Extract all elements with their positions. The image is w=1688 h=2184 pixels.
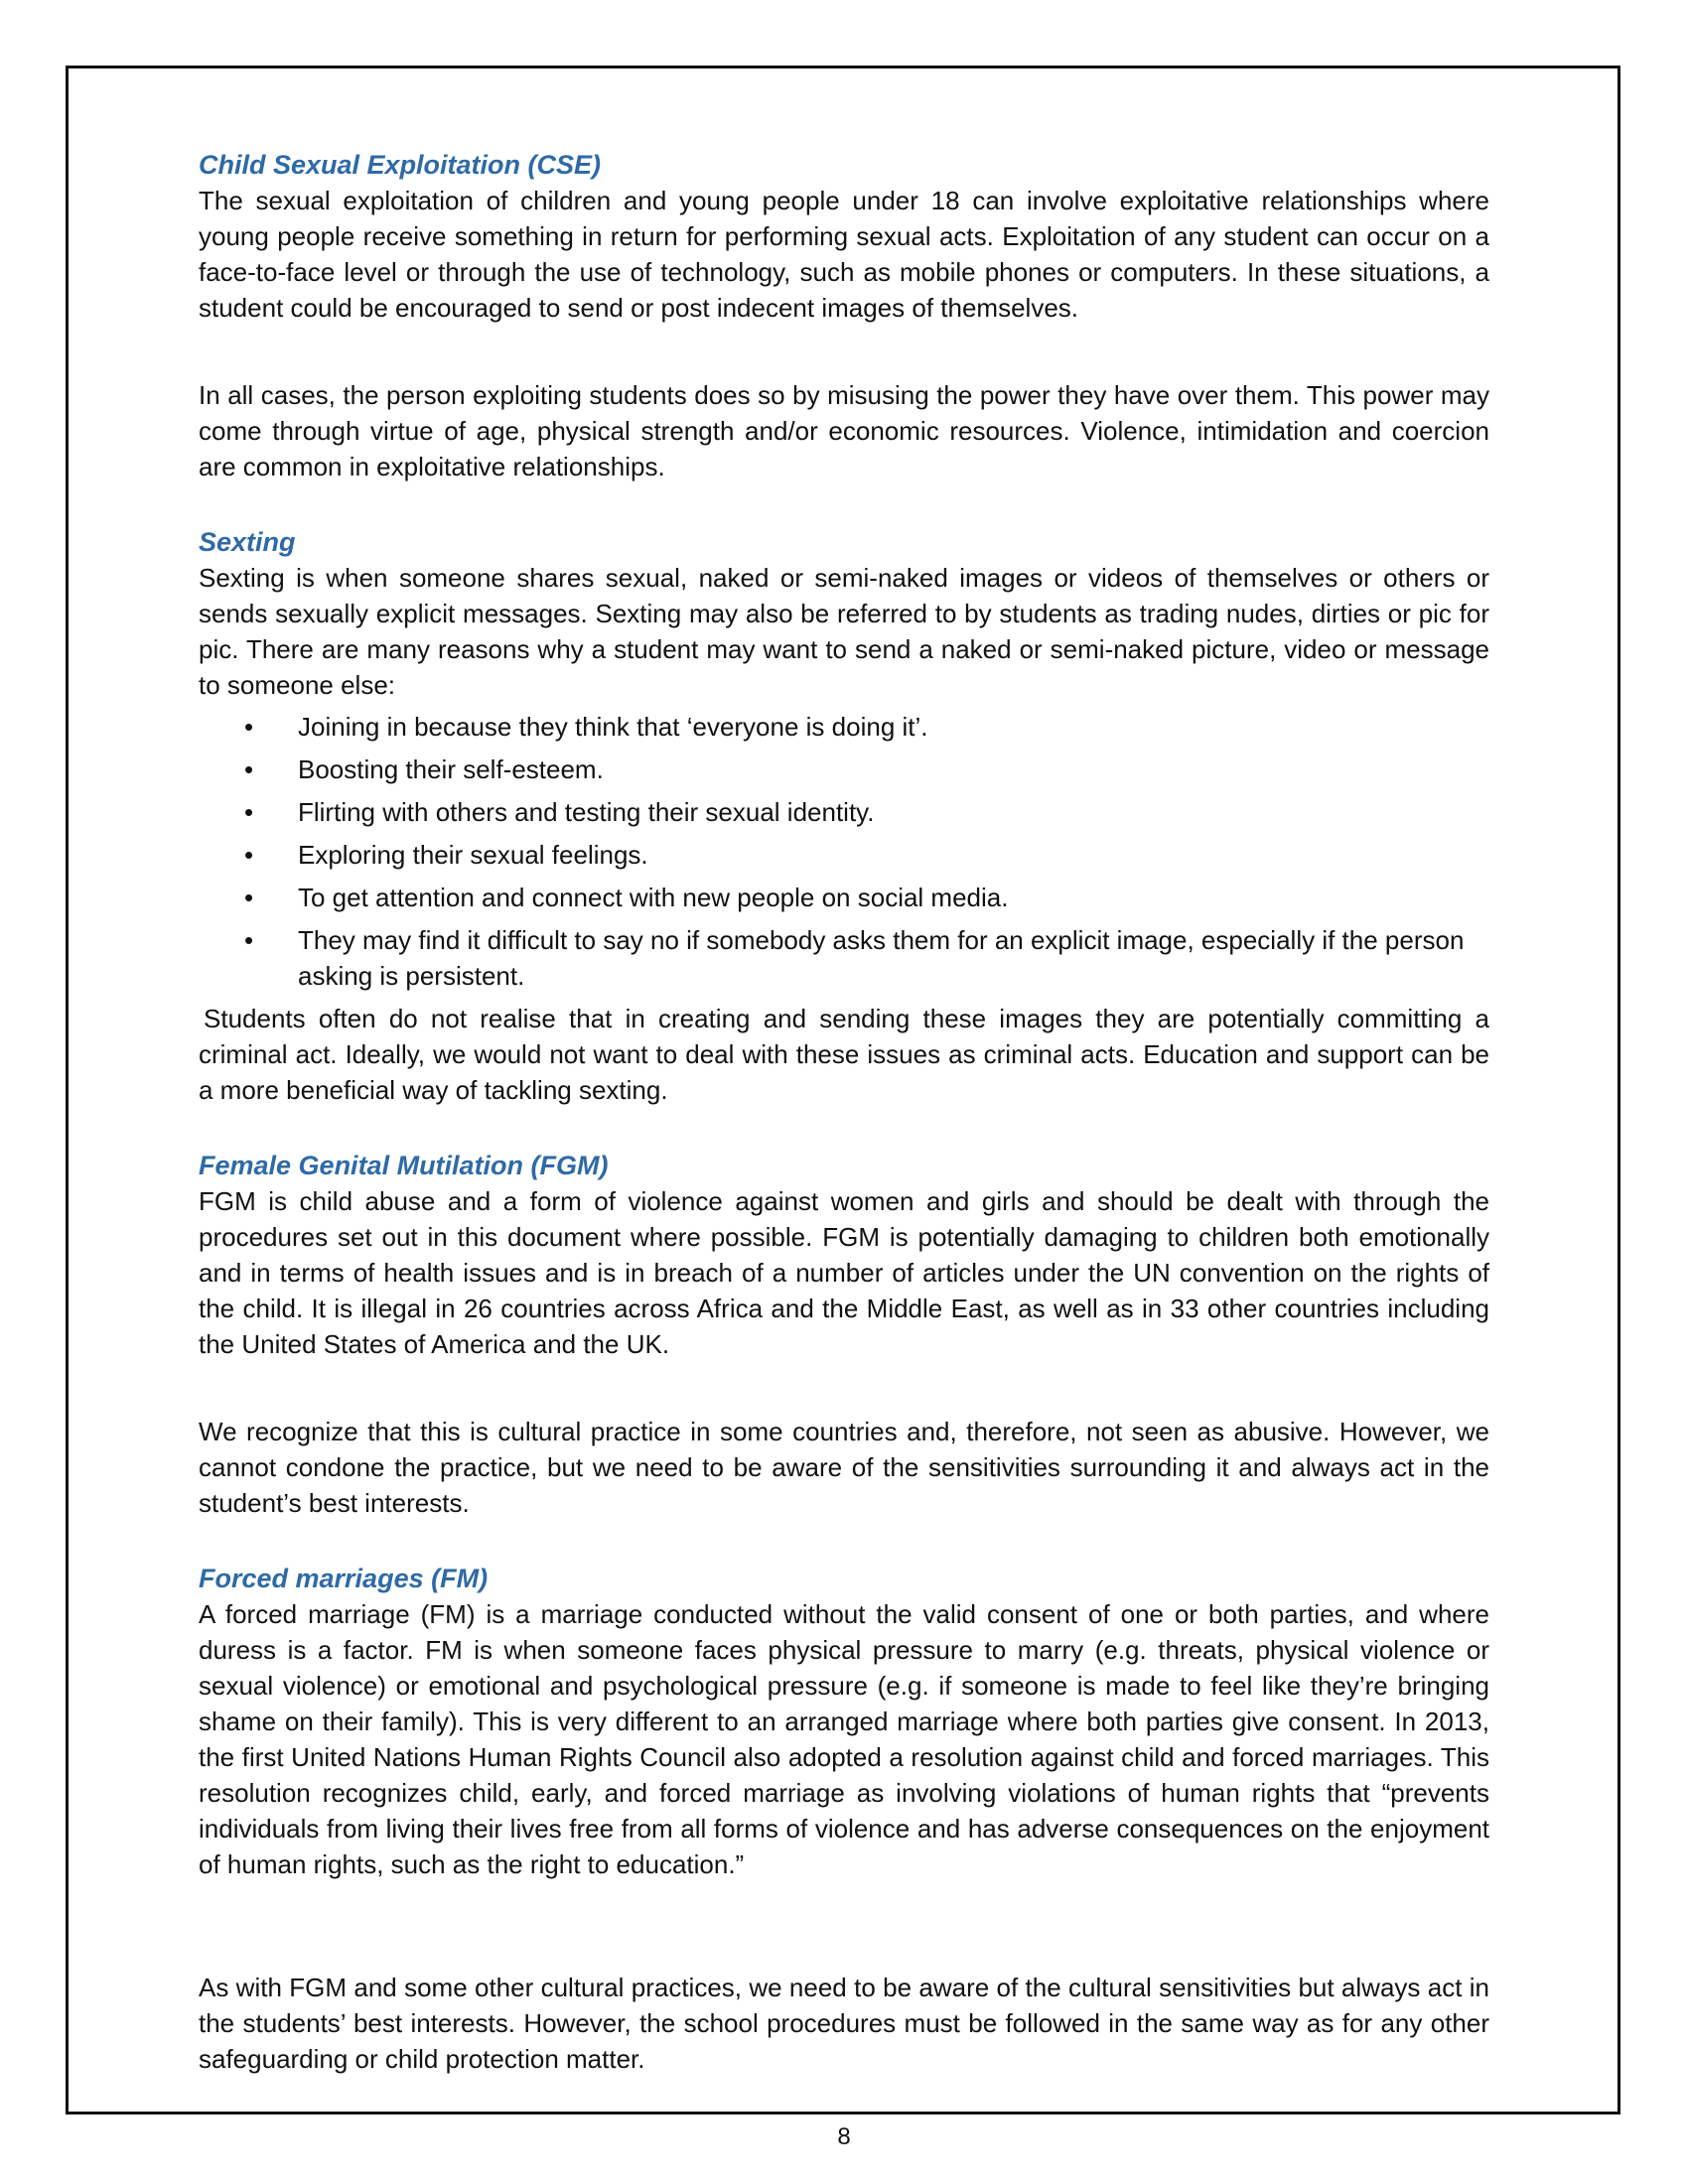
page-number: 8 bbox=[837, 2123, 851, 2150]
list-item: • Flirting with others and testing their sexual identity. bbox=[199, 794, 1489, 830]
paragraph: A forced marriage (FM) is a marriage conducted without the valid consent of one or both parties, and where duress is a factor. FM is when someone faces physical pressure to marry (e.g. threats, physical violence or sexual violence) or emotional and psychological pressure (e.g. if someone is made to feel like they’re bringing shame on their family). This is very different to an arranged marriage where both parties give consent. In 2013, the first United Nations Human Rights Council also adopted a resolution against child and forced marriages. This resolution recognizes child, early, and forced marriage as involving violations of human rights that “prevents individuals from living their lives free from all forms of violence and has adverse consequences on the enjoyment of human rights, such as the right to education.” bbox=[199, 1599, 1489, 1879]
section-fm bbox=[199, 1561, 1489, 2077]
list-item: • To get attention and connect with new people on social media. bbox=[199, 880, 1489, 915]
paragraph: As with FGM and some other cultural practices, we need to be aware of the cultural sensitivities but always act in the students’ best interests. However, the school procedures must be followed in the same way as for any other safeguarding or child protection matter. bbox=[199, 1973, 1489, 2074]
bullet-icon: • bbox=[244, 925, 254, 955]
section-heading: Forced marriages (FM) bbox=[199, 1564, 489, 1593]
section-cse bbox=[199, 147, 1489, 484]
paragraph: Students often do not realise that in creating and sending these images they are potentially committing a criminal act. Ideally, we would not want to deal with these issues as criminal acts. Education and support can be a more beneficial way of tackling sexting. bbox=[199, 1004, 1489, 1105]
paragraph: The sexual exploitation of children and young people under 18 can involve exploitative relationships where young people receive something in return for performing sexual acts. Exploitation of any student can occur on a face-to-face level or through the use of technology, such as mobile phones or computers. In these situations, a student could be encouraged to send or post indecent images of themselves. bbox=[199, 186, 1489, 323]
list-item: • Joining in because they think that ‘everyone is doing it’. bbox=[199, 709, 1489, 745]
list-item: • Boosting their self-esteem. bbox=[199, 751, 1489, 787]
bullet-icon: • bbox=[244, 797, 254, 827]
list-item: • They may find it difficult to say no if somebody asks them for an explicit image, especially if the person asking is persistent. bbox=[199, 922, 1489, 994]
paragraph: Sexting is when someone shares sexual, naked or semi-naked images or videos of themselves or others or sends sexually explicit messages. Sexting may also be referred to by students as trading nudes, dirties or pic for pic. There are many reasons why a student may want to send a naked or semi-naked picture, video or message to someone else: bbox=[199, 563, 1489, 700]
reasons-list bbox=[199, 709, 1489, 994]
bullet-icon: • bbox=[244, 712, 254, 742]
paragraph: We recognize that this is cultural practice in some countries and, therefore, not seen as abusive. However, we cannot condone the practice, but we need to be aware of the sensitivities surrounding it and always act in the student’s best interests. bbox=[199, 1417, 1489, 1518]
list-item: • Exploring their sexual feelings. bbox=[199, 837, 1489, 873]
section-heading: Female Genital Mutilation (FGM) bbox=[199, 1151, 609, 1180]
paragraph: FGM is child abuse and a form of violence against women and girls and should be dealt with through the procedures set out in this document where possible. FGM is potentially damaging to children both emotionally and in terms of health issues and is in breach of a number of articles under the UN convention on the rights of the child. It is illegal in 26 countries across Africa and the Middle East, as well as in 33 other countries including the United States of America and the UK. bbox=[199, 1186, 1489, 1359]
bullet-icon: • bbox=[244, 840, 254, 870]
bullet-icon: • bbox=[244, 883, 254, 912]
bullet-icon: • bbox=[244, 754, 254, 784]
document-body bbox=[199, 147, 1489, 2077]
paragraph: In all cases, the person exploiting students does so by misusing the power they have over them. This power may come through virtue of age, physical strength and/or economic resources. Violence, intimidation and coercion are common in exploitative relationships. bbox=[199, 380, 1489, 481]
section-heading: Child Sexual Exploitation (CSE) bbox=[199, 150, 602, 180]
section-heading: Sexting bbox=[199, 527, 296, 557]
section-fgm bbox=[199, 1148, 1489, 1521]
section-sexting bbox=[199, 524, 1489, 1108]
